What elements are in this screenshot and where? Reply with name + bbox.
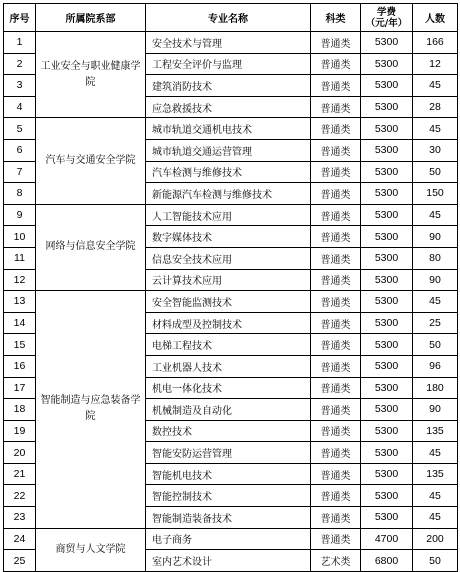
major-name: 建筑消防技术: [146, 75, 311, 97]
row-index: 23: [4, 507, 36, 529]
row-index: 19: [4, 420, 36, 442]
fee-cell: 5300: [361, 312, 413, 334]
row-index: 6: [4, 139, 36, 161]
major-name: 机械制造及自动化: [146, 399, 311, 421]
fee-cell: 5300: [361, 32, 413, 54]
count-cell: 50: [413, 334, 458, 356]
row-index: 21: [4, 463, 36, 485]
table-row: [4, 32, 458, 54]
fee-cell: 5300: [361, 269, 413, 291]
category-cell: 普通类: [311, 420, 361, 442]
fee-cell: 5300: [361, 139, 413, 161]
row-index: 16: [4, 355, 36, 377]
fee-cell: 5300: [361, 377, 413, 399]
category-cell: 普通类: [311, 269, 361, 291]
count-cell: 50: [413, 550, 458, 572]
header-fee-line2: （元/年）: [365, 17, 408, 29]
major-name: 工业机器人技术: [146, 355, 311, 377]
fee-cell: 5300: [361, 291, 413, 313]
header-count: 人数: [413, 4, 458, 32]
count-cell: 28: [413, 96, 458, 118]
header-major: 专业名称: [146, 4, 311, 32]
fee-cell: 5300: [361, 334, 413, 356]
row-index: 24: [4, 528, 36, 550]
major-name: 城市轨道交通机电技术: [146, 118, 311, 140]
count-cell: 50: [413, 161, 458, 183]
table-row: [4, 291, 458, 313]
count-cell: 135: [413, 420, 458, 442]
fee-cell: 5300: [361, 96, 413, 118]
category-cell: 普通类: [311, 75, 361, 97]
fee-cell: 5300: [361, 75, 413, 97]
fee-cell: 5300: [361, 161, 413, 183]
major-name: 数字媒体技术: [146, 226, 311, 248]
row-index: 3: [4, 75, 36, 97]
table-row: [4, 118, 458, 140]
row-index: 7: [4, 161, 36, 183]
row-index: 8: [4, 183, 36, 205]
major-name: 工程安全评价与监理: [146, 53, 311, 75]
row-index: 22: [4, 485, 36, 507]
major-name: 城市轨道交通运营管理: [146, 139, 311, 161]
category-cell: 普通类: [311, 463, 361, 485]
fee-cell: 5300: [361, 399, 413, 421]
major-name: 新能源汽车检测与维修技术: [146, 183, 311, 205]
count-cell: 90: [413, 399, 458, 421]
count-cell: 45: [413, 204, 458, 226]
major-name: 数控技术: [146, 420, 311, 442]
fee-cell: 5300: [361, 53, 413, 75]
category-cell: 普通类: [311, 53, 361, 75]
fee-cell: 5300: [361, 485, 413, 507]
category-cell: 普通类: [311, 334, 361, 356]
major-name: 安全技术与管理: [146, 32, 311, 54]
fee-cell: 6800: [361, 550, 413, 572]
college-cell: 智能制造与应急装备学院: [36, 291, 146, 529]
count-cell: 150: [413, 183, 458, 205]
count-cell: 90: [413, 226, 458, 248]
row-index: 11: [4, 247, 36, 269]
college-cell: 网络与信息安全学院: [36, 204, 146, 290]
enrollment-table: [3, 3, 458, 572]
fee-cell: 5300: [361, 420, 413, 442]
header-fee-line1: 学费: [376, 6, 396, 18]
major-name: 人工智能技术应用: [146, 204, 311, 226]
count-cell: 30: [413, 139, 458, 161]
fee-cell: 5300: [361, 118, 413, 140]
count-cell: 180: [413, 377, 458, 399]
fee-cell: 5300: [361, 226, 413, 248]
fee-cell: 5300: [361, 507, 413, 529]
count-cell: 45: [413, 118, 458, 140]
row-index: 14: [4, 312, 36, 334]
category-cell: 普通类: [311, 442, 361, 464]
major-name: 室内艺术设计: [146, 550, 311, 572]
count-cell: 45: [413, 291, 458, 313]
row-index: 13: [4, 291, 36, 313]
row-index: 12: [4, 269, 36, 291]
row-index: 18: [4, 399, 36, 421]
count-cell: 166: [413, 32, 458, 54]
major-name: 材料成型及控制技术: [146, 312, 311, 334]
row-index: 4: [4, 96, 36, 118]
fee-cell: 5300: [361, 463, 413, 485]
category-cell: 普通类: [311, 32, 361, 54]
header-category: 科类: [311, 4, 361, 32]
count-cell: 45: [413, 75, 458, 97]
row-index: 20: [4, 442, 36, 464]
category-cell: 普通类: [311, 96, 361, 118]
row-index: 2: [4, 53, 36, 75]
row-index: 9: [4, 204, 36, 226]
major-name: 智能控制技术: [146, 485, 311, 507]
fee-cell: 5300: [361, 355, 413, 377]
fee-cell: 5300: [361, 204, 413, 226]
header-college: 所属院系部: [36, 4, 146, 32]
category-cell: 普通类: [311, 183, 361, 205]
count-cell: 135: [413, 463, 458, 485]
fee-cell: 5300: [361, 183, 413, 205]
major-name: 信息安全技术应用: [146, 247, 311, 269]
category-cell: 普通类: [311, 161, 361, 183]
major-name: 电子商务: [146, 528, 311, 550]
category-cell: 普通类: [311, 312, 361, 334]
row-index: 15: [4, 334, 36, 356]
major-name: 机电一体化技术: [146, 377, 311, 399]
major-name: 智能安防运营管理: [146, 442, 311, 464]
major-name: 智能制造装备技术: [146, 507, 311, 529]
row-index: 17: [4, 377, 36, 399]
count-cell: 90: [413, 269, 458, 291]
category-cell: 普通类: [311, 507, 361, 529]
row-index: 5: [4, 118, 36, 140]
major-name: 智能机电技术: [146, 463, 311, 485]
major-name: 应急救援技术: [146, 96, 311, 118]
category-cell: 普通类: [311, 291, 361, 313]
category-cell: 普通类: [311, 528, 361, 550]
header-index: 序号: [4, 4, 36, 32]
college-cell: 汽车与交通安全学院: [36, 118, 146, 204]
category-cell: 普通类: [311, 485, 361, 507]
category-cell: 普通类: [311, 377, 361, 399]
college-cell: 工业安全与职业健康学院: [36, 32, 146, 118]
count-cell: 12: [413, 53, 458, 75]
category-cell: 普通类: [311, 118, 361, 140]
row-index: 25: [4, 550, 36, 572]
fee-cell: 5300: [361, 247, 413, 269]
fee-cell: 5300: [361, 442, 413, 464]
category-cell: 普通类: [311, 139, 361, 161]
major-name: 云计算技术应用: [146, 269, 311, 291]
category-cell: 普通类: [311, 355, 361, 377]
header-fee: [361, 4, 413, 32]
category-cell: 普通类: [311, 226, 361, 248]
category-cell: 艺术类: [311, 550, 361, 572]
college-cell: 商贸与人文学院: [36, 528, 146, 571]
major-name: 安全智能监测技术: [146, 291, 311, 313]
count-cell: 45: [413, 485, 458, 507]
table-body: [4, 32, 458, 572]
count-cell: 96: [413, 355, 458, 377]
major-name: 汽车检测与维修技术: [146, 161, 311, 183]
category-cell: 普通类: [311, 399, 361, 421]
category-cell: 普通类: [311, 204, 361, 226]
count-cell: 80: [413, 247, 458, 269]
table-row: [4, 528, 458, 550]
category-cell: 普通类: [311, 247, 361, 269]
row-index: 1: [4, 32, 36, 54]
count-cell: 45: [413, 507, 458, 529]
major-name: 电梯工程技术: [146, 334, 311, 356]
count-cell: 25: [413, 312, 458, 334]
count-cell: 200: [413, 528, 458, 550]
header-row: [4, 4, 458, 32]
fee-cell: 4700: [361, 528, 413, 550]
row-index: 10: [4, 226, 36, 248]
table-row: [4, 204, 458, 226]
count-cell: 45: [413, 442, 458, 464]
